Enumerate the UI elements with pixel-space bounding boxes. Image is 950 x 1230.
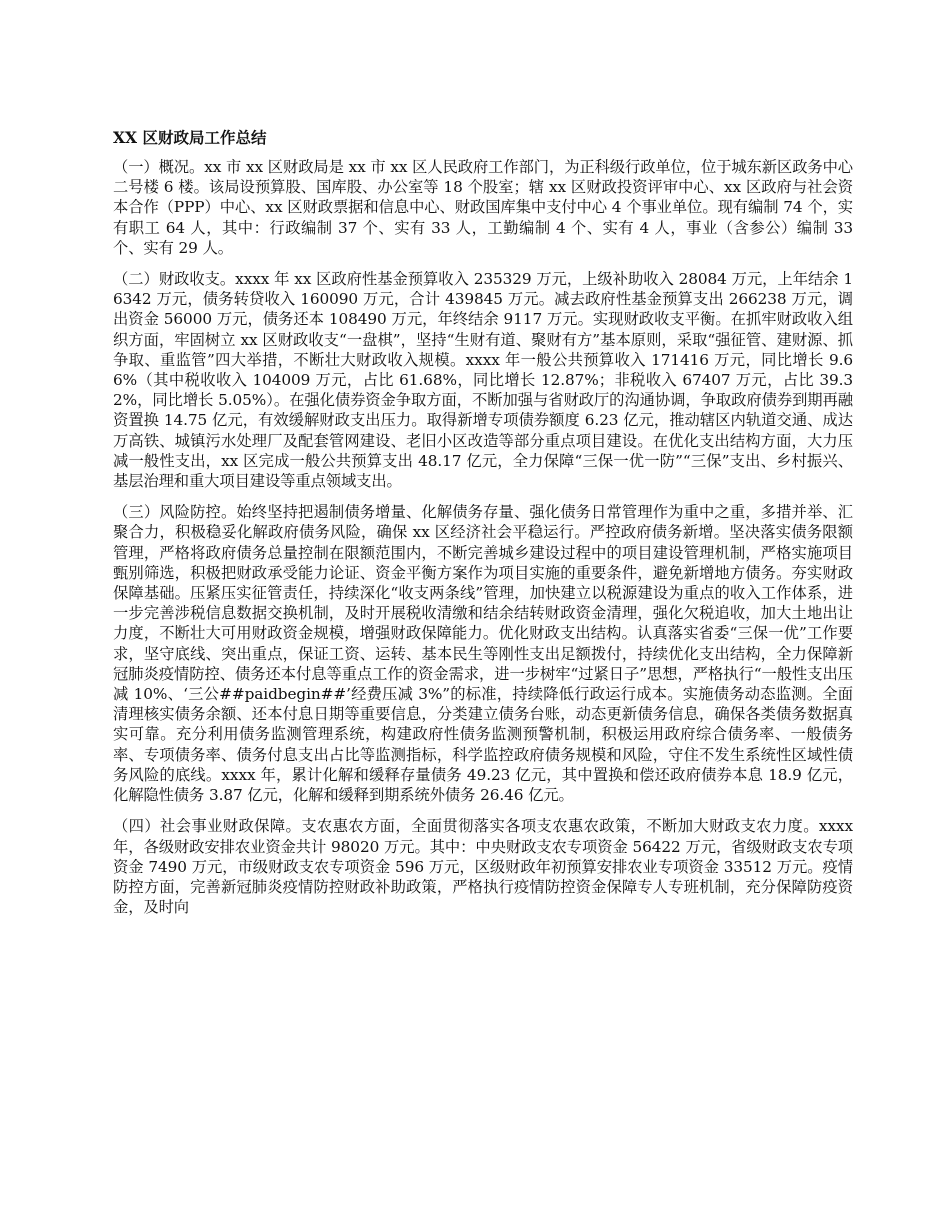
paragraph-social-affairs: （四）社会事业财政保障。支农惠农方面，全面贯彻落实各项支农惠农政策，不断加大财政支农力度。xxxx 年，各级财政安排农业资金共计 98020 万元。其中：中央财政支农专项资金 56422 万元，省级财政支农专项资金 7490 万元，市级财政支农专项资金 596 万元，区级财政年初预算安排农业专项资金 33512 万元。疫情防控方面，完善新冠肺炎疫情防控财政补助政策，严格执行疫情防控资金保障专人专班机制，充分保障防疫资金，及时向 [113, 817, 854, 917]
document-page [113, 128, 853, 928]
paragraph-overview: （一）概况。xx 市 xx 区财政局是 xx 市 xx 区人民政府工作部门，为正科级行政单位，位于城东新区政务中心二号楼 6 楼。该局设预算股、国库股、办公室等 18 个股室；辖 xx 区财政投资评审中心、xx 区政府与社会资本合作（PPP）中心、xx 区财政票据和信息中心、财政国库集中支付中心 4 个事业单位。现有编制 74 个，实有职工 64 人，其中：行政编制 37 个、实有 33 人，工勤编制 4 个、实有 4 人，事业（含参公）编制 33 个、实有 29 人。 [113, 158, 853, 257]
paragraph-risk-control: （三）风险防控。始终坚持把遏制债务增量、化解债务存量、强化债务日常管理作为重中之重，多措并举、汇聚合力，积极稳妥化解政府债务风险，确保 xx 区经济社会平稳运行。严控政府债务新增。坚决落实债务限额管理，严格将政府债务总量控制在限额范围内，不断完善城乡建设过程中的项目建设管理机制，严格实施项目甄别筛选，积极把财政承受能力论证、资金平衡方案作为项目实施的重要条件，避免新增地方债务。夯实财政保障基础。压紧压实征管责任，持续深化“收支两条线”管理，加快建立以税源建设为重点的收入工作体系，进一步完善涉税信息数据交换机制，及时开展税收清缴和结余结转财政资金清理，强化欠税追收，加大土地出让力度，不断壮大可用财政资金规模，增强财政保障能力。优化财政支出结构。认真落实省委“三保一优”工作要求，坚守底线、突出重点，保证工资、运转、基本民生等刚性支出足额拨付，持续优化支出结构，全力保障新冠肺炎疫情防控、债务还本付息等重点工作的资金需求，进一步树牢“过紧日子”思想，严格执行“一般性支出压减 10%、‘三公##paidbegin##’经费压减 3%”的标准，持续降低行政运行成本。实施债务动态监测。全面清理核实债务余额、还本付息日期等重要信息，分类建立债务台账，动态更新债务信息，确保各类债务数据真实可靠。充分利用债务监测管理系统，构建政府性债务监测预警机制，积极运用政府综合债务率、一般债务率、专项债务率、债务付息支出占比等监测指标，科学监控政府债务规模和风险，守住不发生系统性区域性债务风险的底线。xxxx 年，累计化解和缓释存量债务 49.23 亿元，其中置换和偿还政府债券本息 18.9 亿元，化解隐性债务 3.87 亿元，化解和缓释到期系统外债务 26.46 亿元。 [113, 503, 853, 805]
paragraph-fiscal-revenue-expenditure: （二）财政收支。xxxx 年 xx 区政府性基金预算收入 235329 万元，上级补助收入 28084 万元，上年结余 16342 万元，债务转贷收入 160090 万元，合计 439845 万元。减去政府性基金预算支出 266238 万元，调出资金 56000 万元，债务还本 108490 万元，年终结余 9117 万元。实现财政收支平衡。在抓牢财政收入组织方面，牢固树立 xx 区财政收支“一盘棋”，坚持“生财有道、聚财有方”基本原则，采取“强征管、建财源、抓争取、重监管”四大举措，不断壮大财政收入规模。xxxx 年一般公共预算收入 171416 万元，同比增长 9.66%（其中税收收入 104009 万元，占比 61.68%，同比增长 12.87%；非税收入 67407 万元，占比 39.32%，同比增长 5.05%）。在强化债券资金争取方面，不断加强与省财政厅的沟通协调，争取政府债券到期再融资置换 14.75 亿元，有效缓解财政支出压力。取得新增专项债券额度 6.23 亿元，推动辖区内轨道交通、成达万高铁、城镇污水处理厂及配套管网建设、老旧小区改造等部分重点项目建设。在优化支出结构方面，大力压减一般性支出，xx 区完成一般公共预算支出 48.17 亿元，全力保障“三保一优一防”“三保”支出、乡村振兴、基层治理和重大项目建设等重点领域支出。 [113, 270, 853, 491]
document-title: XX 区财政局工作总结 [113, 128, 267, 147]
